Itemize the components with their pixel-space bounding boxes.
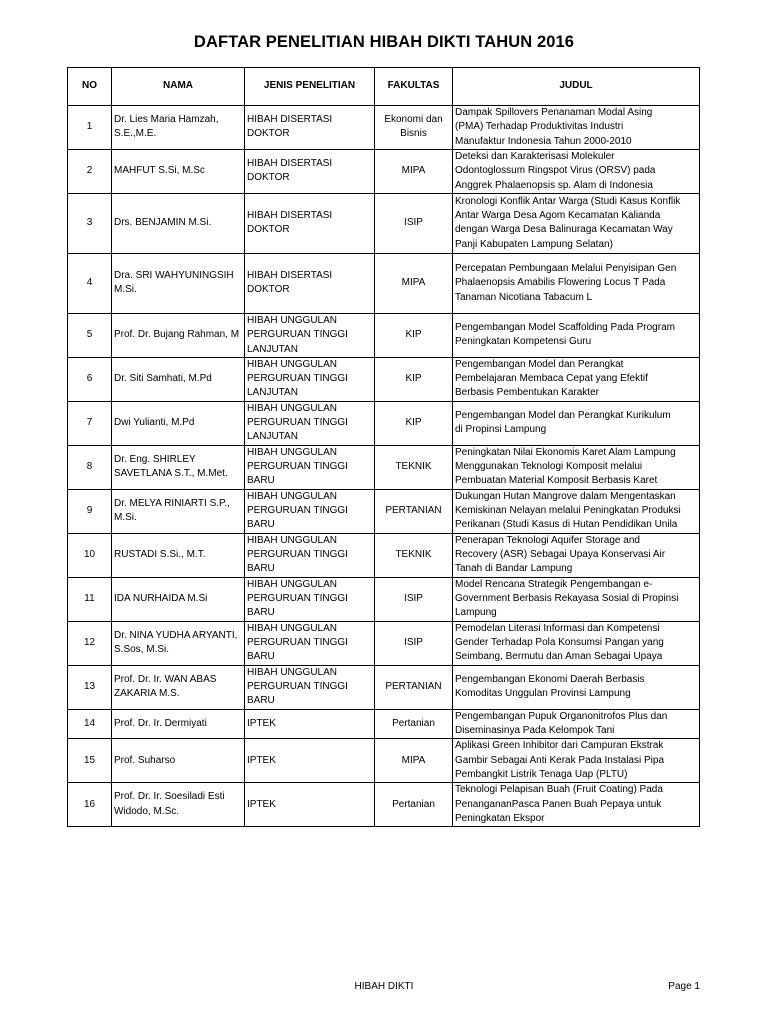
cell-judul (453, 149, 700, 193)
cell-fakultas (375, 149, 453, 193)
header-judul: JUDUL (453, 68, 700, 106)
cell-nama-text: Dra. SRI WAHYUNINGSIH M.Si. (114, 270, 234, 296)
cell-jenis-penelitian-text: HIBAH DISERTASI DOKTOR (247, 210, 333, 236)
cell-nama-text: Prof. Dr. Ir. WAN ABAS ZAKARIA M.S. (114, 673, 217, 700)
cell-jenis-penelitian (245, 401, 375, 445)
cell-fakultas (375, 533, 453, 577)
cell-fakultas-text: Pertanian (392, 798, 435, 810)
cell-judul (453, 783, 700, 827)
cell-fakultas-text: ISIP (404, 636, 423, 648)
cell-no-text: 3 (86, 217, 93, 229)
footer-label: HIBAH DIKTI (354, 981, 414, 992)
cell-no-text: 8 (86, 461, 93, 473)
cell-nama (112, 739, 245, 783)
cell-nama (112, 357, 245, 401)
table-row (68, 739, 700, 783)
cell-no (68, 709, 112, 739)
table-row (68, 313, 700, 357)
cell-no-text: 2 (86, 165, 93, 177)
cell-nama (112, 149, 245, 193)
cell-judul-text: Pemodelan Literasi Informasi dan Kompetensi Gender Terhadap Pola Konsumsi Pangan yang Seimbang, Bermutu dan Aman Sebagai Upaya (455, 622, 664, 663)
cell-judul (453, 489, 700, 533)
table-row (68, 577, 700, 621)
cell-no-text: 6 (86, 373, 93, 385)
cell-jenis-penelitian (245, 709, 375, 739)
table-row (68, 193, 700, 253)
cell-no (68, 783, 112, 827)
cell-nama (112, 709, 245, 739)
cell-judul-text: Dampak Spillovers Penanaman Modal Asing (PMA) Terhadap Produktivitas Industri Manufaktur Indonesia Tahun 2000-2010 (455, 107, 653, 147)
cell-jenis-penelitian (245, 313, 375, 357)
table-row (68, 106, 700, 150)
cell-no-text: 12 (83, 636, 96, 648)
cell-fakultas-text: Pertanian (392, 717, 435, 729)
cell-jenis-penelitian (245, 193, 375, 253)
cell-jenis-penelitian-text: HIBAH UNGGULAN PERGURUAN TINGGI LANJUTAN (247, 314, 348, 355)
cell-fakultas (375, 739, 453, 783)
cell-judul-text: Kronologi Konflik Antar Warga (Studi Kasus Konflik Antar Warga Desa Agom Kecamatan Kalianda dengan Warga Desa Balinuraga Kecamatan Way Panji Kabupaten Lampung Selatan) (455, 195, 681, 250)
cell-judul-text: Peningkatan Nilai Ekonomis Karet Alam Lampung Menggunakan Teknologi Komposit melalui Pembuatan Material Komposit Berbasis Karet (455, 446, 676, 487)
cell-judul (453, 665, 700, 709)
cell-jenis-penelitian (245, 665, 375, 709)
cell-fakultas-text: KIP (405, 417, 422, 429)
cell-jenis-penelitian-text: IPTEK (247, 798, 276, 810)
cell-fakultas (375, 357, 453, 401)
research-table (67, 67, 700, 827)
cell-judul (453, 401, 700, 445)
table-row (68, 357, 700, 401)
cell-no-text: 9 (86, 505, 93, 517)
cell-no-text: 11 (84, 592, 95, 604)
cell-fakultas (375, 193, 453, 253)
cell-no (68, 577, 112, 621)
cell-judul (453, 313, 700, 357)
cell-nama-text: Dr. Eng. SHIRLEY SAVETLANA S.T., M.Met. (114, 453, 228, 480)
cell-fakultas-text: Ekonomi dan Bisnis (384, 114, 443, 140)
cell-judul (453, 533, 700, 577)
table-row (68, 445, 700, 489)
cell-judul (453, 106, 700, 150)
cell-judul-text: Deteksi dan Karakterisasi Molekuler Odontoglossum Ringspot Virus (ORSV) pada Anggrek Phalaenopsis sp. Alam di Indonesia (455, 150, 656, 191)
cell-fakultas (375, 621, 453, 665)
table-row (68, 149, 700, 193)
cell-jenis-penelitian (245, 106, 375, 150)
cell-nama (112, 253, 245, 313)
cell-jenis-penelitian-text: HIBAH UNGGULAN PERGURUAN TINGGI BARU (247, 534, 348, 575)
cell-fakultas-text: PERTANIAN (385, 505, 442, 517)
header-no: NO (68, 68, 112, 106)
cell-no (68, 665, 112, 709)
cell-jenis-penelitian-text: HIBAH UNGGULAN PERGURUAN TINGGI BARU (247, 578, 348, 619)
cell-fakultas-text: ISIP (404, 592, 423, 604)
cell-jenis-penelitian-text: HIBAH DISERTASI DOKTOR (247, 114, 333, 140)
cell-jenis-penelitian-text: IPTEK (247, 717, 276, 729)
cell-no (68, 253, 112, 313)
cell-fakultas (375, 401, 453, 445)
cell-nama (112, 783, 245, 827)
cell-fakultas-text: KIP (405, 373, 422, 385)
table-row (68, 621, 700, 665)
cell-no (68, 621, 112, 665)
cell-no-text: 15 (83, 754, 96, 766)
cell-judul-text: Model Rencana Strategik Pengembangan e- Government Berbasis Rekayasa Sosial di Propinsi Lampung (455, 578, 679, 619)
cell-jenis-penelitian (245, 253, 375, 313)
table-row (68, 709, 700, 739)
table-row (68, 253, 700, 313)
cell-nama-text: Dr. Lies Maria Hamzah, S.E.,M.E. (114, 114, 219, 140)
cell-nama (112, 621, 245, 665)
cell-judul-text: Percepatan Pembungaan Melalui Penyisipan Gen Phalaenopsis Amabilis Flowering Locus T Pada Tanaman Nicotiana Tabacum L (455, 262, 677, 303)
cell-jenis-penelitian-text: HIBAH UNGGULAN PERGURUAN TINGGI BARU (247, 622, 348, 663)
cell-no-text: 14 (83, 717, 96, 729)
cell-jenis-penelitian-text: HIBAH UNGGULAN PERGURUAN TINGGI BARU (247, 666, 348, 707)
cell-nama (112, 665, 245, 709)
table-row (68, 401, 700, 445)
cell-fakultas-text: TEKNIK (395, 549, 432, 561)
cell-nama-text: Prof. Dr. Ir. Dermiyati (114, 717, 207, 729)
cell-no (68, 533, 112, 577)
cell-jenis-penelitian (245, 577, 375, 621)
cell-nama (112, 577, 245, 621)
cell-nama-text: Prof. Dr. Bujang Rahman, M (114, 329, 240, 341)
cell-nama (112, 489, 245, 533)
cell-judul-text: Penerapan Teknologi Aquifer Storage and Recovery (ASR) Sebagai Upaya Konservasi Air Tanah di Bandar Lampung (455, 534, 666, 575)
cell-jenis-penelitian (245, 739, 375, 783)
cell-nama (112, 193, 245, 253)
cell-nama-text: Dr. Siti Samhati, M.Pd (114, 373, 212, 385)
cell-judul (453, 357, 700, 401)
cell-jenis-penelitian-text: HIBAH UNGGULAN PERGURUAN TINGGI BARU (247, 490, 348, 531)
table-body (68, 106, 700, 827)
cell-nama (112, 401, 245, 445)
table-row (68, 489, 700, 533)
cell-judul (453, 193, 700, 253)
header-jenis-penelitian: JENIS PENELITIAN (245, 68, 375, 106)
cell-jenis-penelitian-text: HIBAH UNGGULAN PERGURUAN TINGGI BARU (247, 446, 348, 487)
cell-fakultas (375, 577, 453, 621)
table-row (68, 665, 700, 709)
cell-fakultas (375, 665, 453, 709)
header-nama: NAMA (112, 68, 245, 106)
cell-nama (112, 106, 245, 150)
cell-no-text: 13 (83, 680, 96, 692)
cell-jenis-penelitian (245, 445, 375, 489)
header-fakultas: FAKULTAS (375, 68, 453, 106)
cell-fakultas (375, 106, 453, 150)
table-row (68, 533, 700, 577)
cell-jenis-penelitian (245, 783, 375, 827)
cell-fakultas (375, 783, 453, 827)
table-header-row (68, 68, 700, 106)
cell-judul-text: Pengembangan Model Scaffolding Pada Program Peningkatan Kompetensi Guru (455, 322, 675, 348)
cell-jenis-penelitian-text: HIBAH UNGGULAN PERGURUAN TINGGI LANJUTAN (247, 358, 348, 399)
cell-no (68, 313, 112, 357)
cell-judul (453, 577, 700, 621)
cell-judul-text: Pengembangan Pupuk Organonitrofos Plus dan Diseminasinya Pada Kelompok Tani (455, 710, 668, 736)
cell-no-text: 7 (86, 417, 93, 429)
cell-no-text: 4 (86, 277, 93, 289)
cell-jenis-penelitian (245, 149, 375, 193)
cell-judul-text: Teknologi Pelapisan Buah (Fruit Coating) Pada PenangananPasca Panen Buah Pepaya untuk Peningkatan Ekspor (455, 784, 663, 824)
cell-nama-text: IDA NURHAIDA M.Si (114, 592, 208, 604)
cell-jenis-penelitian-text: HIBAH UNGGULAN PERGURUAN TINGGI LANJUTAN (247, 402, 348, 443)
cell-no-text: 10 (83, 549, 96, 561)
cell-nama-text: Dr. MELYA RINIARTI S.P., M.Si. (114, 497, 230, 524)
cell-no (68, 106, 112, 150)
cell-nama-text: MAHFUT S.Si, M.Sc (114, 165, 205, 177)
cell-judul (453, 445, 700, 489)
cell-jenis-penelitian (245, 533, 375, 577)
cell-fakultas (375, 709, 453, 739)
cell-no (68, 357, 112, 401)
cell-no-text: 16 (83, 798, 96, 810)
cell-fakultas-text: PERTANIAN (385, 680, 442, 692)
cell-fakultas-text: MIPA (401, 165, 426, 177)
cell-no (68, 193, 112, 253)
cell-judul (453, 709, 700, 739)
cell-no (68, 149, 112, 193)
cell-judul (453, 253, 700, 313)
cell-judul-text: Aplikasi Green Inhibitor dari Campuran Ekstrak Gambir Sebagai Anti Kerak Pada Instalasi Pipa Pembangkit Listrik Tenaga Uap (PLTU) (455, 740, 665, 780)
cell-nama-text: Drs. BENJAMIN M.Si. (114, 217, 212, 229)
cell-fakultas-text: TEKNIK (395, 461, 432, 473)
table-row (68, 783, 700, 827)
cell-no (68, 401, 112, 445)
cell-judul-text: Pengembangan Ekonomi Daerah Berbasis Komoditas Unggulan Provinsi Lampung (455, 673, 645, 700)
cell-nama (112, 313, 245, 357)
cell-fakultas (375, 253, 453, 313)
cell-fakultas (375, 313, 453, 357)
page-number: Page 1 (668, 981, 700, 992)
cell-jenis-penelitian-text: HIBAH DISERTASI DOKTOR (247, 158, 333, 184)
cell-jenis-penelitian-text: HIBAH DISERTASI DOKTOR (247, 270, 333, 296)
document-title: DAFTAR PENELITIAN HIBAH DIKTI TAHUN 2016 (193, 33, 575, 51)
cell-judul-text: Dukungan Hutan Mangrove dalam Mengentaskan Kemiskinan Nelayan melalui Peningkatan Produksi Perikanan (Studi Kasus di Hutan Pendidikan Unila (455, 490, 681, 531)
cell-no (68, 445, 112, 489)
cell-jenis-penelitian-text: IPTEK (247, 754, 276, 766)
cell-nama (112, 533, 245, 577)
cell-fakultas (375, 489, 453, 533)
cell-fakultas-text: KIP (405, 329, 422, 341)
cell-fakultas (375, 445, 453, 489)
cell-nama (112, 445, 245, 489)
cell-no-text: 5 (86, 329, 93, 341)
cell-nama-text: Prof. Suharso (114, 754, 176, 766)
cell-nama-text: Dwi Yulianti, M.Pd (114, 417, 195, 429)
cell-fakultas-text: ISIP (404, 217, 423, 229)
cell-judul (453, 621, 700, 665)
cell-jenis-penelitian (245, 357, 375, 401)
cell-judul (453, 739, 700, 783)
cell-nama-text: Prof. Dr. Ir. Soesiladi Esti Widodo, M.Sc. (114, 791, 225, 817)
cell-nama-text: Dr. NINA YUDHA ARYANTI, S.Sos, M.Si. (114, 629, 238, 656)
cell-jenis-penelitian (245, 489, 375, 533)
cell-fakultas-text: MIPA (401, 277, 426, 289)
cell-no (68, 489, 112, 533)
cell-jenis-penelitian (245, 621, 375, 665)
cell-nama-text: RUSTADI S.Si., M.T. (114, 549, 206, 561)
cell-fakultas-text: MIPA (401, 754, 426, 766)
cell-judul-text: Pengembangan Model dan Perangkat Kurikulum di Propinsi Lampung (455, 409, 671, 436)
cell-no (68, 739, 112, 783)
cell-no-text: 1 (86, 121, 93, 133)
cell-judul-text: Pengembangan Model dan Perangkat Pembelajaran Membaca Cepat yang Efektif Berbasis Pembentukan Karakter (455, 358, 648, 399)
